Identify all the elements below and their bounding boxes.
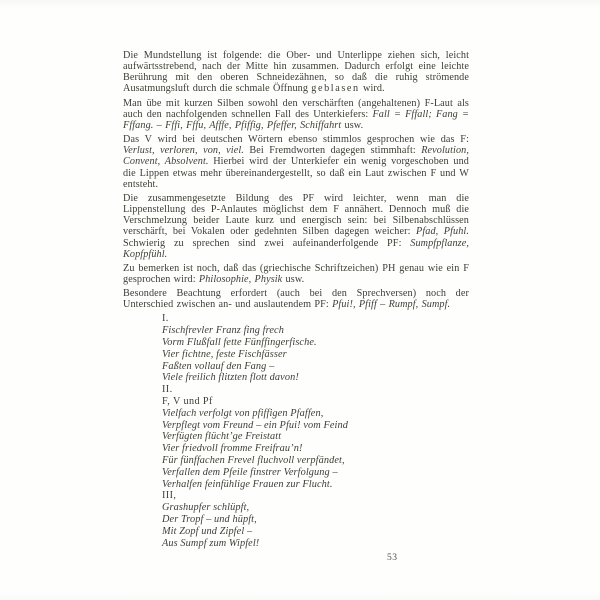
- paragraph: [123, 134, 469, 190]
- paragraph-text: Besondere Beachtung erfordert (auch bei den Sprechversen) noch der Unterschied zwischen an- und auslautendem PF:: [123, 288, 469, 311]
- verse-section: [162, 313, 469, 384]
- paragraph-text: Hierbei wird der Unterkiefer ein wenig vorgeschoben und die Lippen etwas mehr übereinandergestellt, so daß ein Laut zwischen F und W entsteht.: [123, 156, 469, 190]
- paragraph: [123, 98, 469, 131]
- page-number: 53: [387, 553, 398, 563]
- verse: [162, 313, 469, 549]
- verse-line: Verfügten flücht’ge Freistatt: [162, 431, 282, 443]
- paragraph-emphasis: Verlust, verloren, von, viel.: [123, 145, 244, 157]
- verse-line: Vielfach verfolgt von pfiffigen Pfaffen,: [162, 407, 324, 419]
- verse-line: Für fünffachen Frevel fluchvoll verpfändet,: [162, 455, 345, 466]
- paragraph-text: wird.: [359, 83, 385, 95]
- paragraph-text: usw.: [282, 273, 305, 285]
- verse-line: Verfallen dem Pfeile finstrer Verfolgung –: [162, 466, 338, 478]
- verse-line: Fischfrevler Franz fing frech: [162, 325, 284, 337]
- verse-line: Grashupfer schlüpft,: [162, 502, 250, 514]
- paragraph: [123, 288, 469, 310]
- verse-section: [162, 384, 469, 490]
- paragraph-emphasis: Revolution, Convent, Absolvent.: [123, 145, 470, 168]
- paragraph-text: Das V wird bei deutschen Wörtern ebenso stimmlos gesprochen wie das F:: [123, 134, 469, 146]
- paragraph-text: usw.: [341, 119, 364, 131]
- verse-section-number: III,: [162, 490, 177, 502]
- paragraph-text: Schwierig zu sprechen sind zwei aufeinanderfolgende PF:: [123, 237, 411, 249]
- paragraph: [123, 50, 469, 95]
- paragraph-emphasis: Pfui!, Pfiff – Rumpf, Sumpf.: [332, 299, 451, 311]
- paragraph-emphasis: Sumpfpflanze, Kopfpfühl.: [123, 237, 469, 260]
- verse-line: Der Tropf – und hüpft,: [162, 513, 257, 525]
- paragraph-emphasis: Philosophie, Physik: [198, 273, 283, 285]
- paragraph-emphasis: Pfad, Pfuhl.: [416, 226, 469, 238]
- text-block: [123, 50, 469, 549]
- paragraph-text: Die zusammengesetzte Bildung des PF wird leichter, wenn man die Lippenstellung des P-Anlautes möglichst dem F annähert. Dennoch muß die Verschmelzung beider Laute kurz und energisch sein: bei Silbenabschlüssen verschärft, bei Vokalen oder gedehnten Silben dagegen weicher:: [123, 192, 469, 238]
- paragraph-emphasis: Fall = Fffall; Fang = Fffang. – Fffi, Fffu, Afffe, Pfiffig, Pfeffer, Schiffahrt: [123, 108, 469, 131]
- paragraph-text: Zu bemerken ist noch, daß das (griechische Schriftzeichen) PH genau wie ein F gesprochen wird:: [123, 262, 469, 285]
- paragraph-text: Bei Fremdworten dagegen stimmhaft:: [243, 145, 422, 157]
- verse-line: Vorm Flußfall fette Fünffingerfische.: [162, 337, 317, 349]
- verse-line: Viele freilich flitzten flott davon!: [162, 372, 299, 384]
- verse-section-title: F, V und Pf: [162, 396, 213, 408]
- verse-line: Vier fichtne, feste Fischfässer: [162, 348, 287, 360]
- paragraph-text: geblasen: [311, 83, 360, 95]
- verse-line: Mit Zopf und Zipfel –: [162, 525, 253, 537]
- paragraph-text: Die Mundstellung ist folgende: die Ober- und Unterlippe ziehen sich, leicht aufwärtsstrebend, nach der Mitte hin zusammen. Dadurch erfolgt eine leichte Berührung mit den oberen Schneidezähnen, so daß die ruhig strömende Ausatmungsluft durch die schmale Öffnung: [123, 50, 469, 95]
- verse-line: Verpflegt vom Freund – ein Pfui! vom Feind: [162, 419, 348, 431]
- verse-line: Vier friedvoll fromme Freifrau’n!: [162, 443, 303, 455]
- verse-section-number: II.: [162, 384, 173, 396]
- verse-line: Verhalfen feinfühlige Frauen zur Flucht.: [162, 478, 333, 490]
- verse-section-number: I.: [162, 313, 169, 325]
- verse-line: Faßten vollauf den Fang –: [162, 360, 275, 372]
- paragraph: [123, 193, 469, 260]
- verse-section: [162, 490, 469, 549]
- prose: [123, 50, 469, 310]
- paragraph-text: Man übe mit kurzen Silben sowohl den verschärften (angehaltenen) F-Laut als auch den nachfolgenden schnellen Fall des Unterkiefers:: [123, 97, 469, 120]
- paragraph: [123, 263, 469, 285]
- verse-line: Aus Sumpf zum Wipfel!: [162, 537, 260, 549]
